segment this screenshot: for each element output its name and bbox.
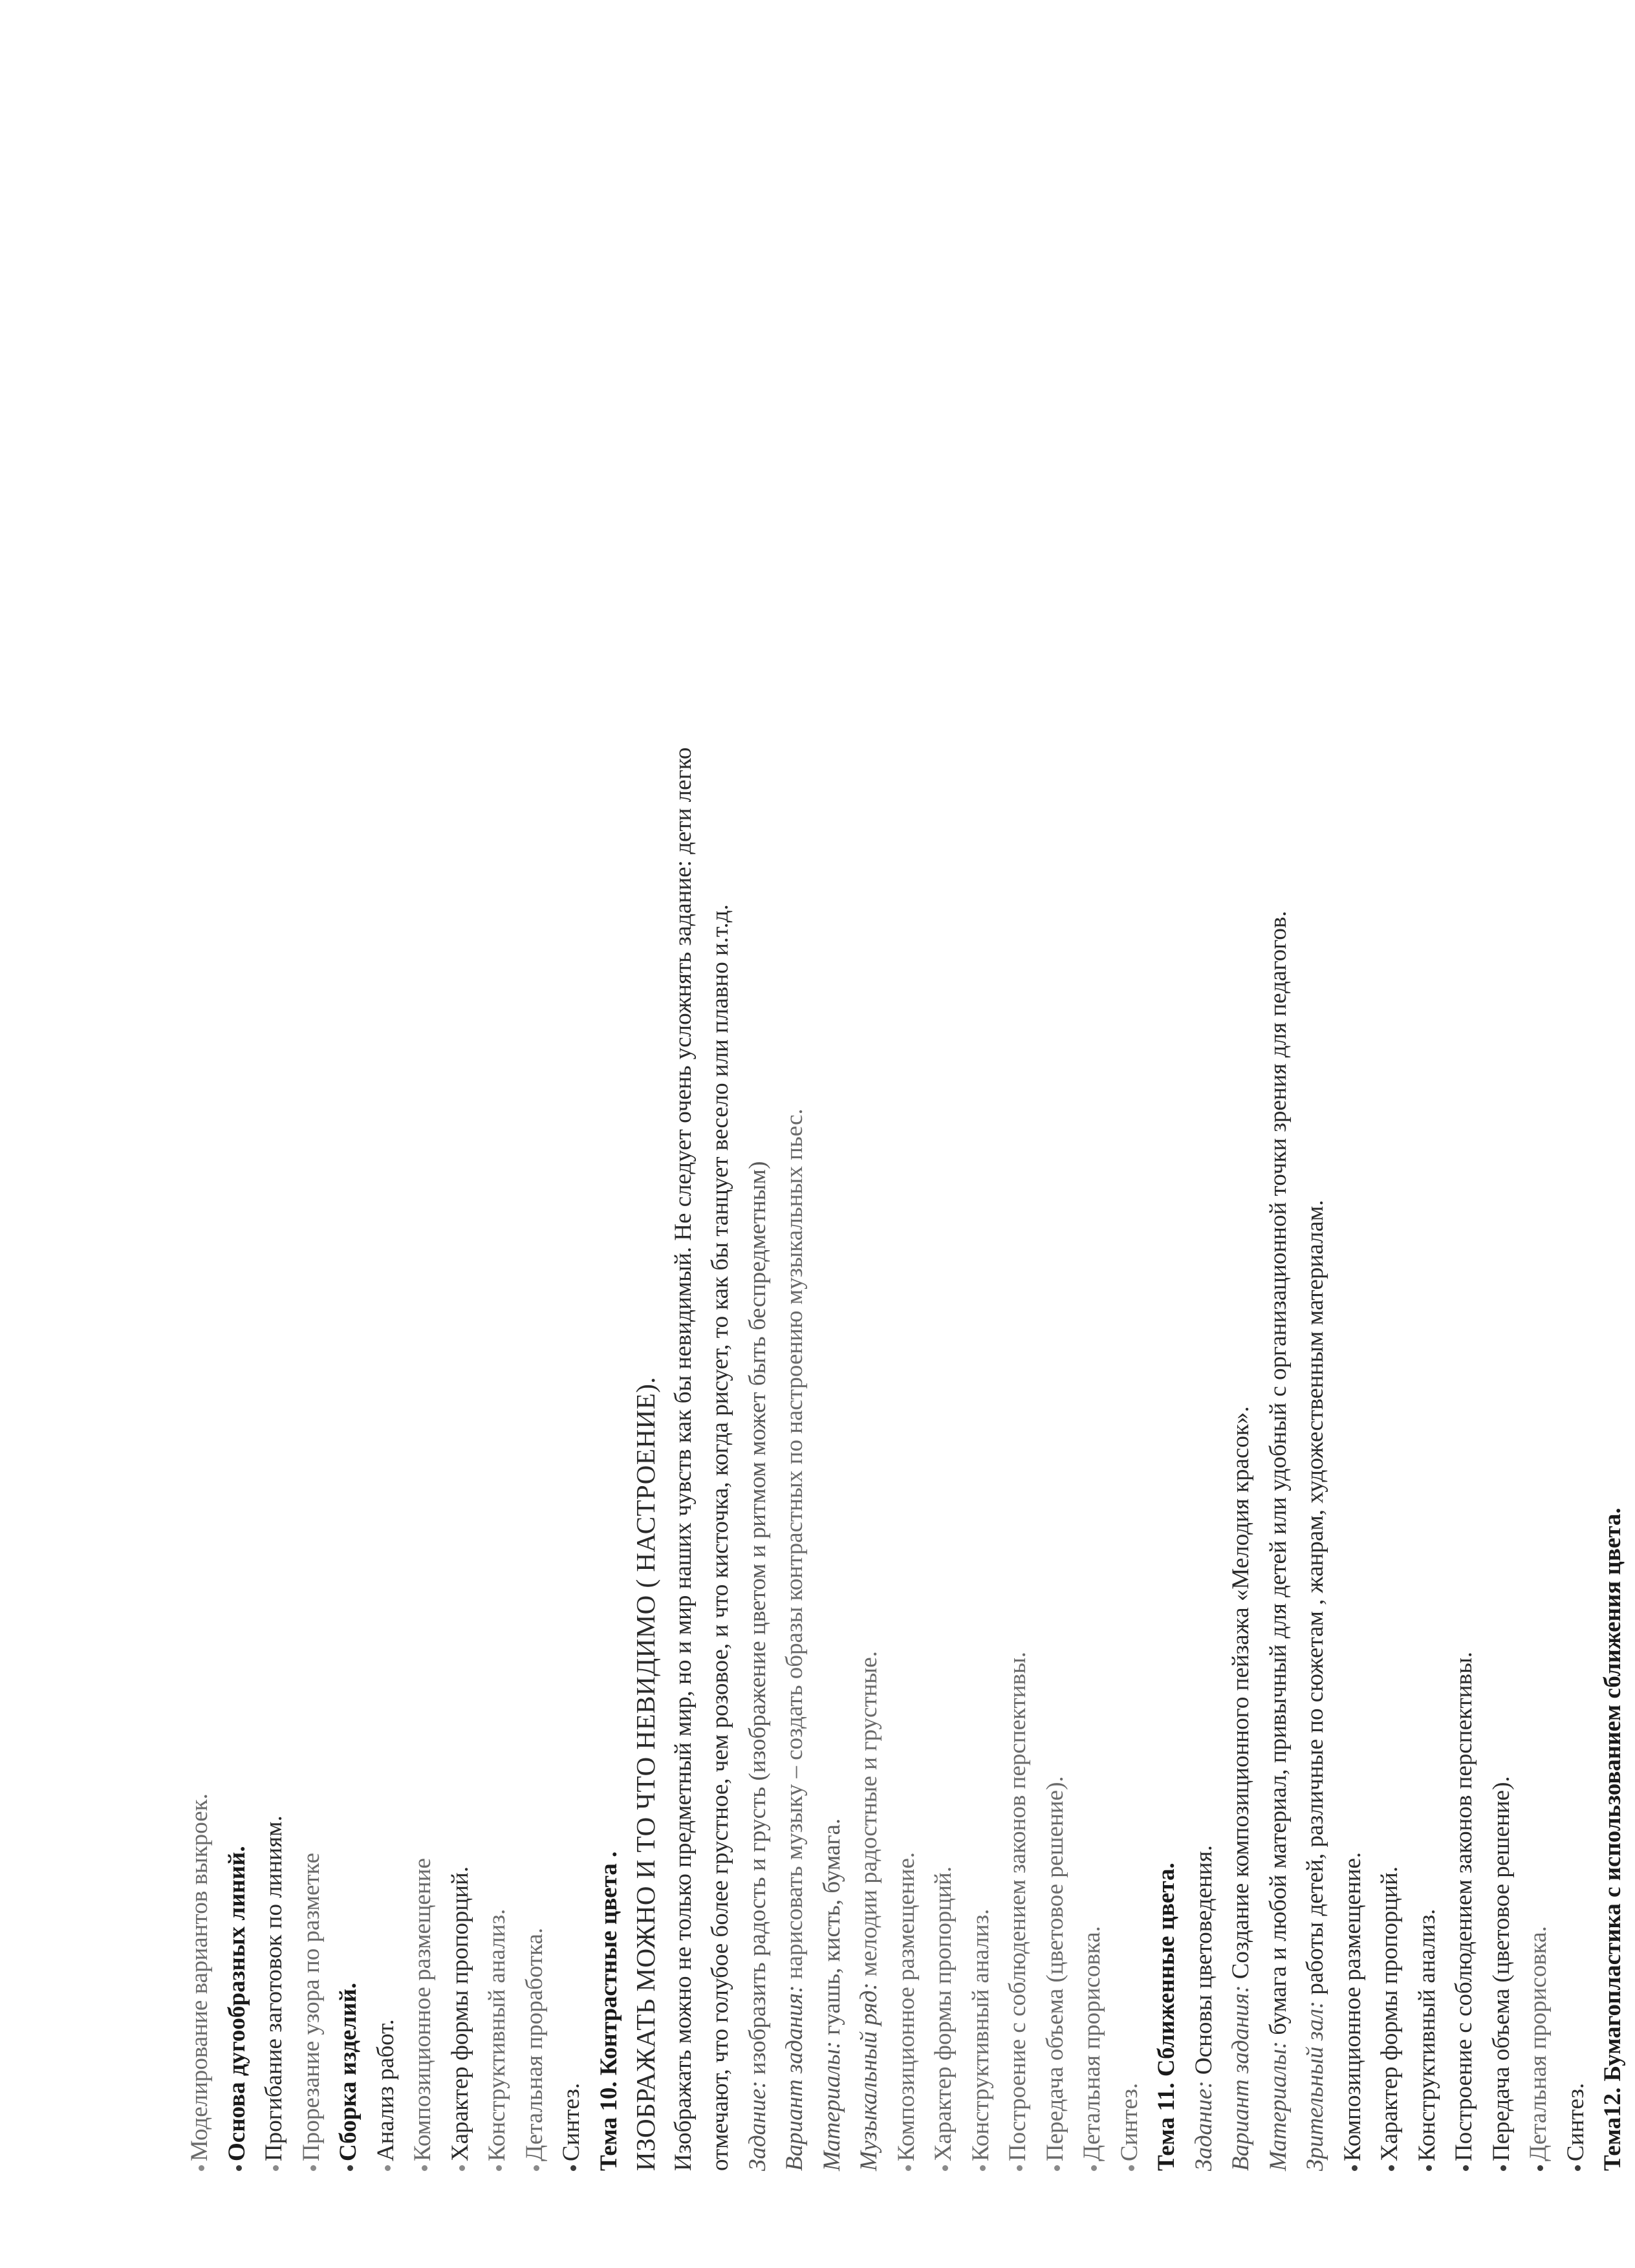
document-line <box>888 69 926 2171</box>
line-text: Основы цветоведения. <box>1190 1845 1217 2081</box>
document-line <box>479 69 516 2171</box>
document-line <box>850 69 888 2171</box>
document-heading-line <box>330 69 367 2171</box>
line-text: Композиционное размещение <box>409 1858 436 2161</box>
line-text: Тема 11. Сближенные цвета. <box>1153 1863 1180 2171</box>
bullet-dot-icon <box>496 2165 502 2171</box>
line-text: Тема 10. Контрастные цвета . <box>595 1851 622 2171</box>
line-text: Характер формы пропорций. <box>930 1866 957 2161</box>
document-heading-line <box>1594 69 1632 2171</box>
document-line <box>1260 69 1297 2171</box>
bullet-dot-icon <box>459 2165 465 2171</box>
document-line <box>1037 69 1074 2171</box>
document-line <box>1557 69 1595 2171</box>
bullet-dot-icon <box>236 2165 242 2171</box>
document-line <box>404 69 442 2171</box>
line-text: Детальная проработка. <box>521 1927 548 2161</box>
bullet-dot-icon <box>905 2165 911 2171</box>
bullet-dot-icon <box>310 2165 316 2171</box>
bullet-dot-icon <box>1017 2165 1023 2171</box>
document-line <box>1111 69 1149 2171</box>
bullet-dot-icon <box>1575 2165 1581 2171</box>
line-text: Детальная прорисовка. <box>1079 1926 1105 2161</box>
line-text: Прогибание заготовок по линиям. <box>261 1815 287 2161</box>
line-text: Синтез. <box>1116 2082 1143 2161</box>
bullet-dot-icon <box>1129 2165 1134 2171</box>
document-line <box>1371 69 1409 2171</box>
bullet-dot-icon <box>942 2165 948 2171</box>
bullet-dot-icon <box>385 2165 391 2171</box>
field-label: Задание: <box>1190 2080 1217 2171</box>
line-text: Композиционное размещение. <box>893 1852 920 2161</box>
line-text: Характер формы пропорций. <box>446 1866 473 2161</box>
line-text: Передача объема (цветовое решение). <box>1488 1776 1515 2161</box>
document-line <box>739 69 777 2171</box>
document-line <box>293 69 330 2171</box>
document-line <box>999 69 1037 2171</box>
document-line <box>1446 69 1483 2171</box>
bullet-dot-icon <box>1389 2165 1394 2171</box>
document-line <box>516 69 554 2171</box>
line-text: Тема12. Бумагопластика с использованием сближения цвета. <box>1599 1507 1626 2171</box>
line-text: Сборка изделий. <box>335 1982 362 2161</box>
line-text: работы детей, различные по сюжетам , жанрам, художественным материалам. <box>1302 1200 1328 2001</box>
line-text: Конструктивный анализ. <box>484 1908 510 2161</box>
line-text: мелодии радостные и грустные. <box>856 1651 882 1983</box>
line-text: изобразить радость и грусть (изображение цветом и ритмом может быть беспредметным) <box>744 1161 771 2081</box>
document-line <box>181 69 219 2171</box>
document-line <box>925 69 962 2171</box>
bullet-dot-icon <box>422 2165 428 2171</box>
document-line <box>1297 69 1334 2171</box>
bullet-dot-icon <box>1091 2165 1097 2171</box>
line-text: гуашь, кисть, бумага. <box>818 1818 845 2042</box>
document-line <box>1222 69 1260 2171</box>
document-line <box>962 69 1000 2171</box>
document-line <box>814 69 851 2171</box>
document-line <box>702 69 739 2171</box>
line-text: Основа дугообразных линий. <box>223 1846 250 2161</box>
document-line <box>255 69 293 2171</box>
document-line <box>1483 69 1521 2171</box>
document-line <box>1186 69 1223 2171</box>
line-text: Синтез. <box>558 2082 585 2161</box>
bullet-dot-icon <box>1463 2165 1469 2171</box>
bullet-dot-icon <box>1352 2165 1358 2171</box>
document-heading-line <box>590 69 628 2171</box>
bullet-dot-icon <box>199 2165 204 2171</box>
document-line <box>627 69 665 2171</box>
line-text: Конструктивный анализ. <box>967 1908 994 2161</box>
line-text: Композиционное размещение. <box>1339 1852 1366 2161</box>
document-heading-line <box>219 69 256 2171</box>
line-text: Анализ работ. <box>372 2019 399 2161</box>
line-text: ИЗОБРАЖАТЬ МОЖНО И ТО ЧТО НЕВИДИМО ( НАСТРОЕНИЕ). <box>631 1376 660 2171</box>
field-label: Зрительный зал: <box>1302 2000 1328 2171</box>
document-line <box>1409 69 1446 2171</box>
line-text: Изображать можно не только предметный мир, но и мир наших чувств как бы невидимый. Не следует очень усложнять задание: дети легко <box>669 747 697 2171</box>
bullet-dot-icon <box>534 2165 539 2171</box>
bullet-dot-icon <box>347 2165 353 2171</box>
document-line <box>1334 69 1372 2171</box>
field-label: Вариант задания: <box>1228 1985 1254 2171</box>
document-line <box>776 69 814 2171</box>
field-label: Материалы: <box>818 2041 845 2171</box>
document-line <box>665 69 702 2171</box>
document-body <box>181 69 1632 2171</box>
bullet-dot-icon <box>1500 2165 1506 2171</box>
bullet-dot-icon <box>570 2165 576 2171</box>
line-text: Детальная прорисовка. <box>1525 1926 1552 2161</box>
document-line <box>1520 69 1557 2171</box>
bullet-dot-icon <box>980 2165 986 2171</box>
line-text: нарисовать музыку – создать образы контрастных по настроению музыкальных пьес. <box>781 1108 808 1985</box>
field-label: Музыкальный ряд: <box>856 1982 882 2171</box>
document-line <box>442 69 479 2171</box>
document-line <box>1074 69 1111 2171</box>
line-text: Построение с соблюдением законов перспективы. <box>1451 1651 1477 2161</box>
line-text: бумага и любой материал, привычный для детей или удобный с организационной точки зрения для педагогов. <box>1264 911 1292 2042</box>
line-text: Передача объема (цветовое решение). <box>1041 1776 1068 2161</box>
field-label: Задание: <box>744 2080 771 2171</box>
document-line <box>553 69 590 2171</box>
line-text: отмечают, что голубое более грустное, чем розовое, и что кисточка, когда рисует, то как бы танцует весело или плавно и.т.д. <box>707 904 733 2171</box>
line-text: Синтез. <box>1562 2082 1589 2161</box>
line-text: Построение с соблюдением законов перспективы. <box>1004 1651 1031 2161</box>
bullet-dot-icon <box>1426 2165 1432 2171</box>
field-label: Материалы: <box>1264 2041 1292 2171</box>
line-text: Конструктивный анализ. <box>1413 1908 1440 2161</box>
bullet-dot-icon <box>1537 2165 1543 2171</box>
bullet-dot-icon <box>273 2165 279 2171</box>
document-line <box>367 69 405 2171</box>
bullet-dot-icon <box>1054 2165 1060 2171</box>
line-text: Создание композиционного пейзажа «Мелодия красок». <box>1228 1406 1254 1985</box>
line-text: Моделирование вариантов выкроек. <box>186 1793 213 2161</box>
line-text: Характер формы пропорций. <box>1376 1866 1403 2161</box>
line-text: Прорезание узора по разметке <box>298 1852 325 2161</box>
field-label: Вариант задания: <box>781 1985 808 2171</box>
document-heading-line <box>1148 69 1186 2171</box>
